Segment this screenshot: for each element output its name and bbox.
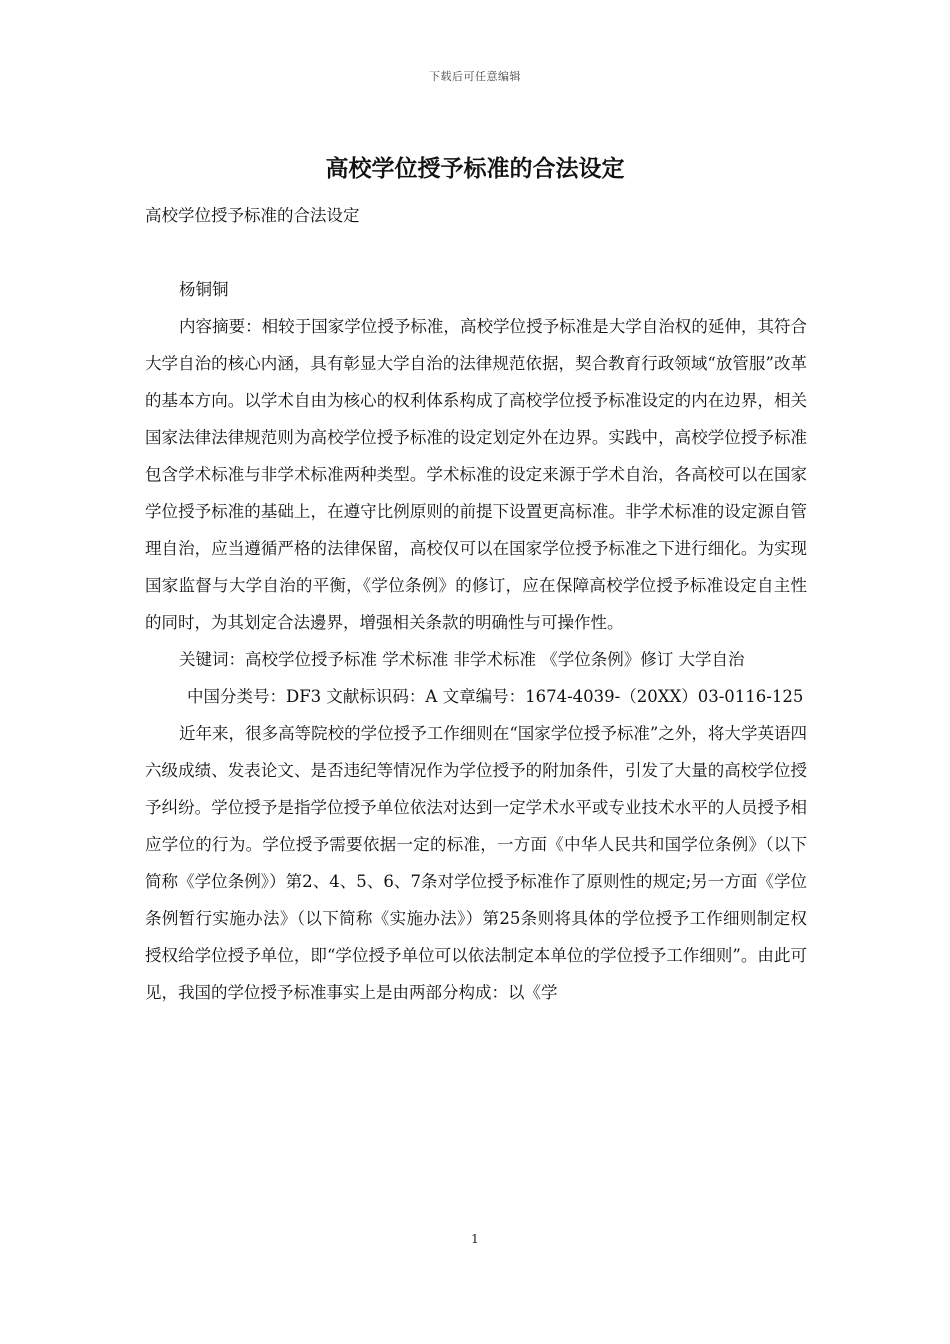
keywords-paragraph: 关键词：高校学位授予标准 学术标准 非学术标准 《学位条例》修订 大学自治 xyxy=(179,650,745,669)
document-body xyxy=(145,197,807,1011)
blank-line xyxy=(145,234,807,271)
body-paragraph: 近年来，很多高等院校的学位授予工作细则在“国家学位授予标准”之外，将大学英语四六级成绩、发表论文、是否违纪等情况作为学位授予的附加条件，引发了大量的高校学位授予纠纷。学位授予是指学位授予单位依法对达到一定学术水平或专业技术水平的人员授予相应学位的行为。学位授予需要依据一定的标准，一方面《中华人民共和国学位条例》（以下简称《学位条例》）第2、4、5、6、7条对学位授予标准作了原则性的规定;另一方面《学位条例暂行实施办法》（以下简称《实施办法》）第25条则将具体的学位授予工作细则制定权授权给学位授予单位，即“学位授予单位可以依法制定本单位的学位授予工作细则”。由此可见，我国的学位授予标准事实上是由两部分构成：以《学 xyxy=(145,724,807,1002)
header-note: 下载后可任意编辑 xyxy=(429,70,521,83)
author-name: 杨铜铜 xyxy=(179,280,229,299)
page-number: 1 xyxy=(471,1232,479,1246)
document-title: 高校学位授予标准的合法设定 xyxy=(325,155,625,182)
document-subtitle: 高校学位授予标准的合法设定 xyxy=(145,206,360,225)
abstract-paragraph: 内容摘要：相较于国家学位授予标准，高校学位授予标准是大学自治权的延伸，其符合大学自治的核心内涵，具有彰显大学自治的法律规范依据，契合教育行政领域“放管服”改革的基本方向。以学术自由为核心的权利体系构成了高校学位授予标准设定的内在边界，相关国家法律法律规范则为高校学位授予标准的设定划定外在边界。实践中，高校学位授予标准包含学术标准与非学术标准两种类型。学术标准的设定来源于学术自治，各高校可以在国家学位授予标准的基础上，在遵守比例原则的前提下设置更高标准。非学术标准的设定源自管理自治，应当遵循严格的法律保留，高校仅可以在国家学位授予标准之下进行细化。为实现国家监督与大学自治的平衡，《学位条例》的修订，应在保障高校学位授予标准设定自主性的同时，为其划定合法邊界，增强相关条款的明确性与可操作性。 xyxy=(145,317,807,632)
classification-line: 中国分类号：DF3 文献标识码：A 文章编号：1674-4039-（20XX）03-0116-125 xyxy=(187,687,804,706)
